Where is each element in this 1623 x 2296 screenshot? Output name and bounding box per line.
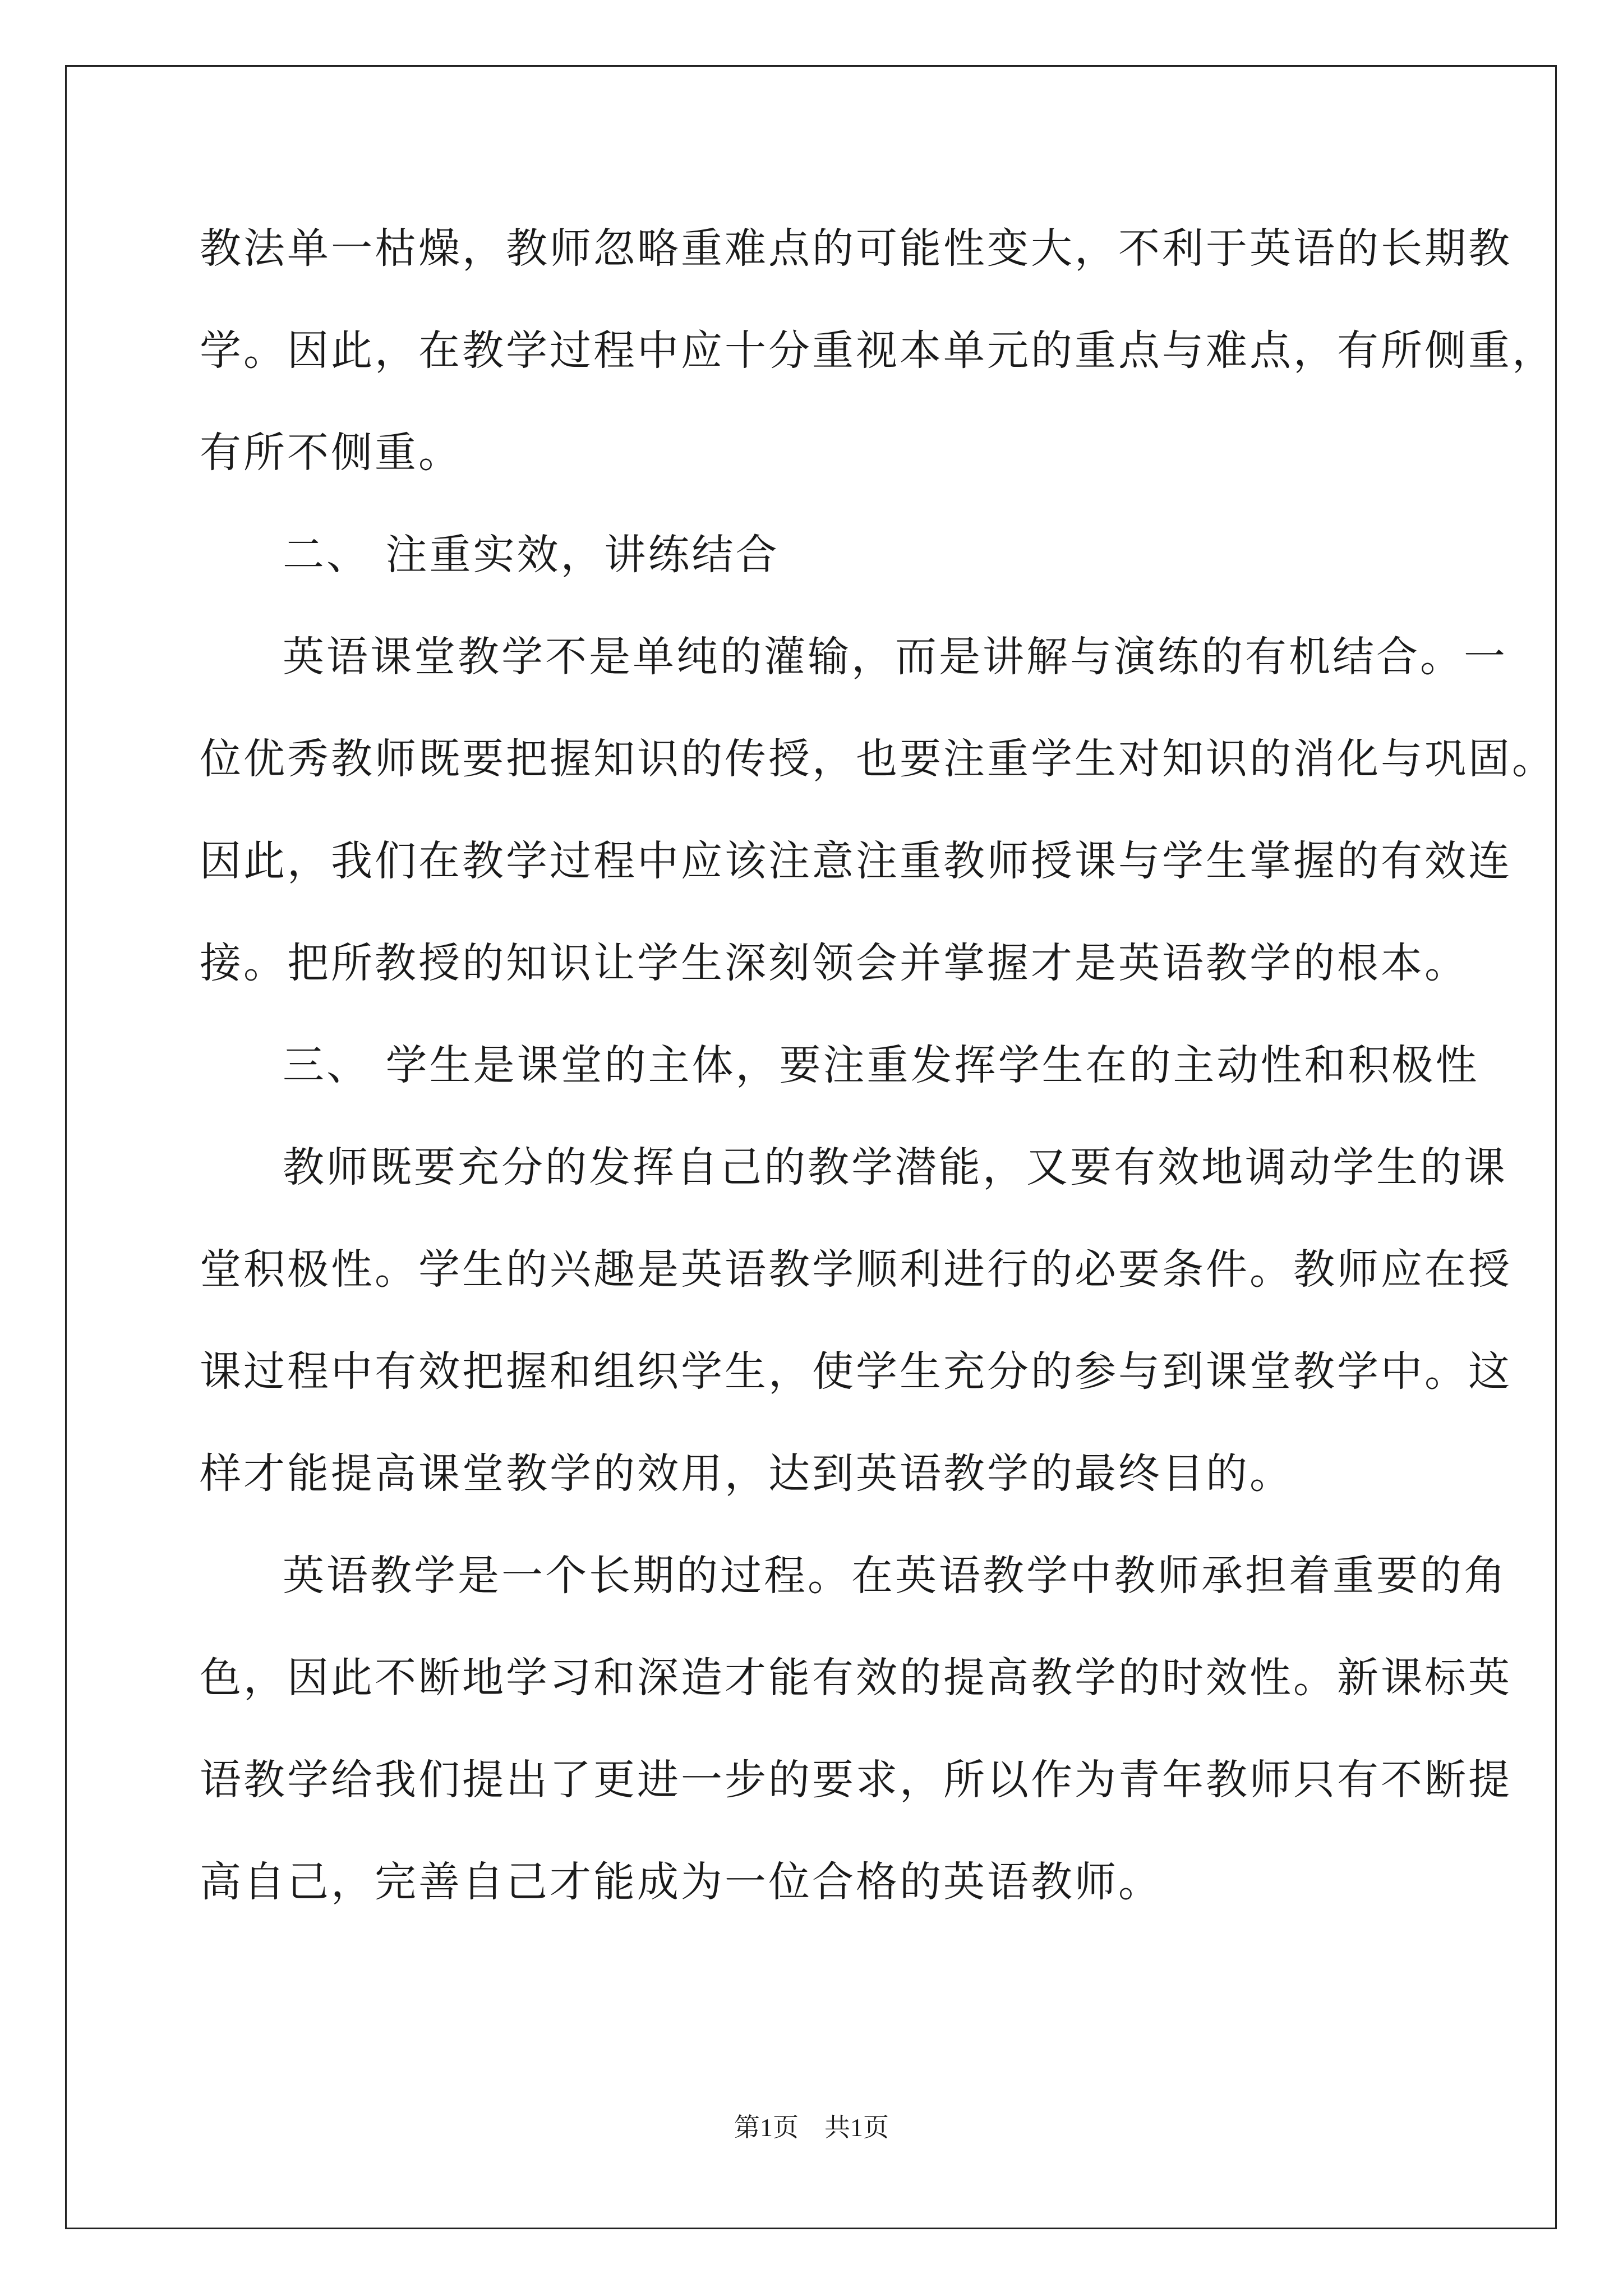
text-line: 教师既要充分的发挥自己的教学潜能，又要有效地调动学生的课 [283, 1143, 1507, 1191]
section-heading: 二、 注重实效，讲练结合 [283, 531, 780, 579]
text-line: 英语教学是一个长期的过程。在英语教学中教师承担着重要的角 [283, 1552, 1507, 1600]
text-line: 有所不侧重。 [200, 429, 462, 477]
text-line: 位优秀教师既要把握知识的传授，也要注重学生对知识的消化与巩固。 [200, 735, 1556, 783]
text-line: 英语课堂教学不是单纯的灌输，而是讲解与演练的有机结合。一 [283, 633, 1507, 681]
text-line: 堂积极性。学生的兴趣是英语教学顺利进行的必要条件。教师应在授 [200, 1245, 1512, 1294]
section-heading: 三、 学生是课堂的主体，要注重发挥学生在的主动性和积极性 [283, 1041, 1479, 1089]
page-number: 第1页 [734, 2113, 799, 2142]
text-line: 语教学给我们提出了更进一步的要求，所以作为青年教师只有不断提 [200, 1756, 1512, 1804]
text-line: 高自己，完善自己才能成为一位合格的英语教师。 [200, 1858, 1162, 1906]
text-line: 课过程中有效把握和组织学生，使学生充分的参与到课堂教学中。这 [200, 1347, 1512, 1396]
text-line: 接。把所教授的知识让学生深刻领会并掌握才是英语教学的根本。 [200, 939, 1468, 987]
text-line: 学。因此，在教学过程中应十分重视本单元的重点与难点，有所侧重， [200, 326, 1556, 375]
page-count: 共1页 [824, 2113, 889, 2142]
text-line: 因此，我们在教学过程中应该注意注重教师授课与学生掌握的有效连 [200, 837, 1512, 885]
document-body [200, 218, 1556, 1953]
page-footer [0, 2107, 1623, 2144]
text-line: 教法单一枯燥，教师忽略重难点的可能性变大，不利于英语的长期教 [200, 224, 1512, 273]
text-line: 样才能提高课堂教学的效用，达到英语教学的最终目的。 [200, 1450, 1293, 1498]
text-line: 色，因此不断地学习和深造才能有效的提高教学的时效性。新课标英 [200, 1654, 1512, 1702]
